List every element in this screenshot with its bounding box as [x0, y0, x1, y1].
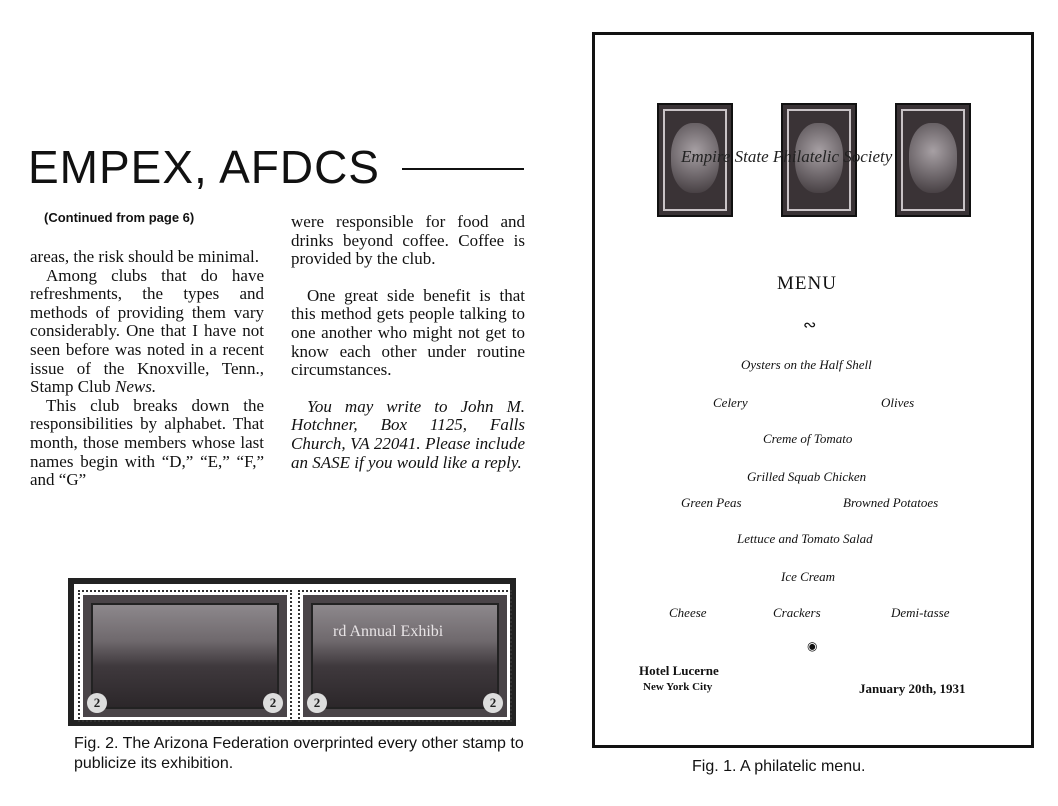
fig1-caption: Fig. 1. A philatelic menu.: [692, 758, 866, 775]
menu-item: Creme of Tomato: [763, 431, 853, 446]
denomination: 2: [87, 693, 107, 713]
ornament-icon: ∾: [803, 317, 817, 334]
article-column-2: [291, 213, 525, 472]
menu-card: [592, 32, 1034, 748]
denomination: 2: [483, 693, 503, 713]
hotel-name: Hotel Lucerne: [639, 663, 719, 678]
menu-title: MENU: [777, 273, 837, 294]
denomination: 2: [307, 693, 327, 713]
fig2-caption: Fig. 2. The Arizona Federation overprinted every other stamp to publicize its exhibition.: [74, 735, 524, 772]
stamp-right-overprinted: [300, 592, 510, 720]
menu-item: Cheese: [669, 605, 707, 620]
paragraph: One great side benefit is that this method gets people talking to one another who might not get to know each other under routine circumstances.: [291, 285, 525, 380]
continued-note: (Continued from page 6): [44, 210, 195, 225]
menu-item: Olives: [881, 395, 915, 410]
menu-item: Browned Potatoes: [843, 495, 939, 510]
menu-item: Demi-tasse: [891, 605, 950, 620]
publication-name: News.: [115, 377, 157, 397]
stamp-overprint: Empire State Philatelic Society: [681, 147, 893, 166]
stamp-left: [80, 592, 290, 720]
menu-item: Grilled Squab Chicken: [747, 469, 867, 484]
paragraph: were responsible for food and drinks beyond coffee. Coffee is provided by the club.: [291, 212, 525, 269]
article-column-1: [30, 248, 264, 490]
paragraph-text: Among clubs that do have refreshments, the types and methods of providing them vary considerably. One that I have not seen before was noted in a recent issue of the Knoxville, Tenn., Stamp Club: [30, 265, 264, 397]
paragraph: [30, 267, 264, 397]
paragraph: areas, the risk should be minimal.: [30, 247, 259, 266]
menu-date: January 20th, 1931: [859, 681, 966, 696]
denomination: 2: [263, 693, 283, 713]
menu-item: Ice Cream: [781, 569, 836, 584]
paragraph: This club breaks down the responsibilities by alphabet. That month, those members whose last names begin with “D,” “E,” “F,” and “G”: [30, 395, 264, 490]
stamp-pair-image: [68, 578, 516, 726]
overprint-text: rd Annual Exhibi: [333, 623, 444, 640]
portrait-stamp: [895, 103, 971, 217]
menu-item: Lettuce and Tomato Salad: [737, 531, 873, 546]
author-contact: You may write to John M. Hotchner, Box 1125, Falls Church, VA 22041. Please include an SASE if you would like a reply.: [291, 396, 525, 472]
hotel-city: New York City: [643, 681, 713, 693]
menu-item: Oysters on the Half Shell: [741, 357, 872, 372]
title-rule: [402, 168, 524, 170]
menu-item: Celery: [713, 395, 748, 410]
menu-item: Crackers: [773, 605, 821, 620]
menu-item: Green Peas: [681, 495, 742, 510]
article-title: EMPEX, AFDCS: [28, 141, 380, 193]
bullet-icon: ◉: [807, 639, 818, 653]
